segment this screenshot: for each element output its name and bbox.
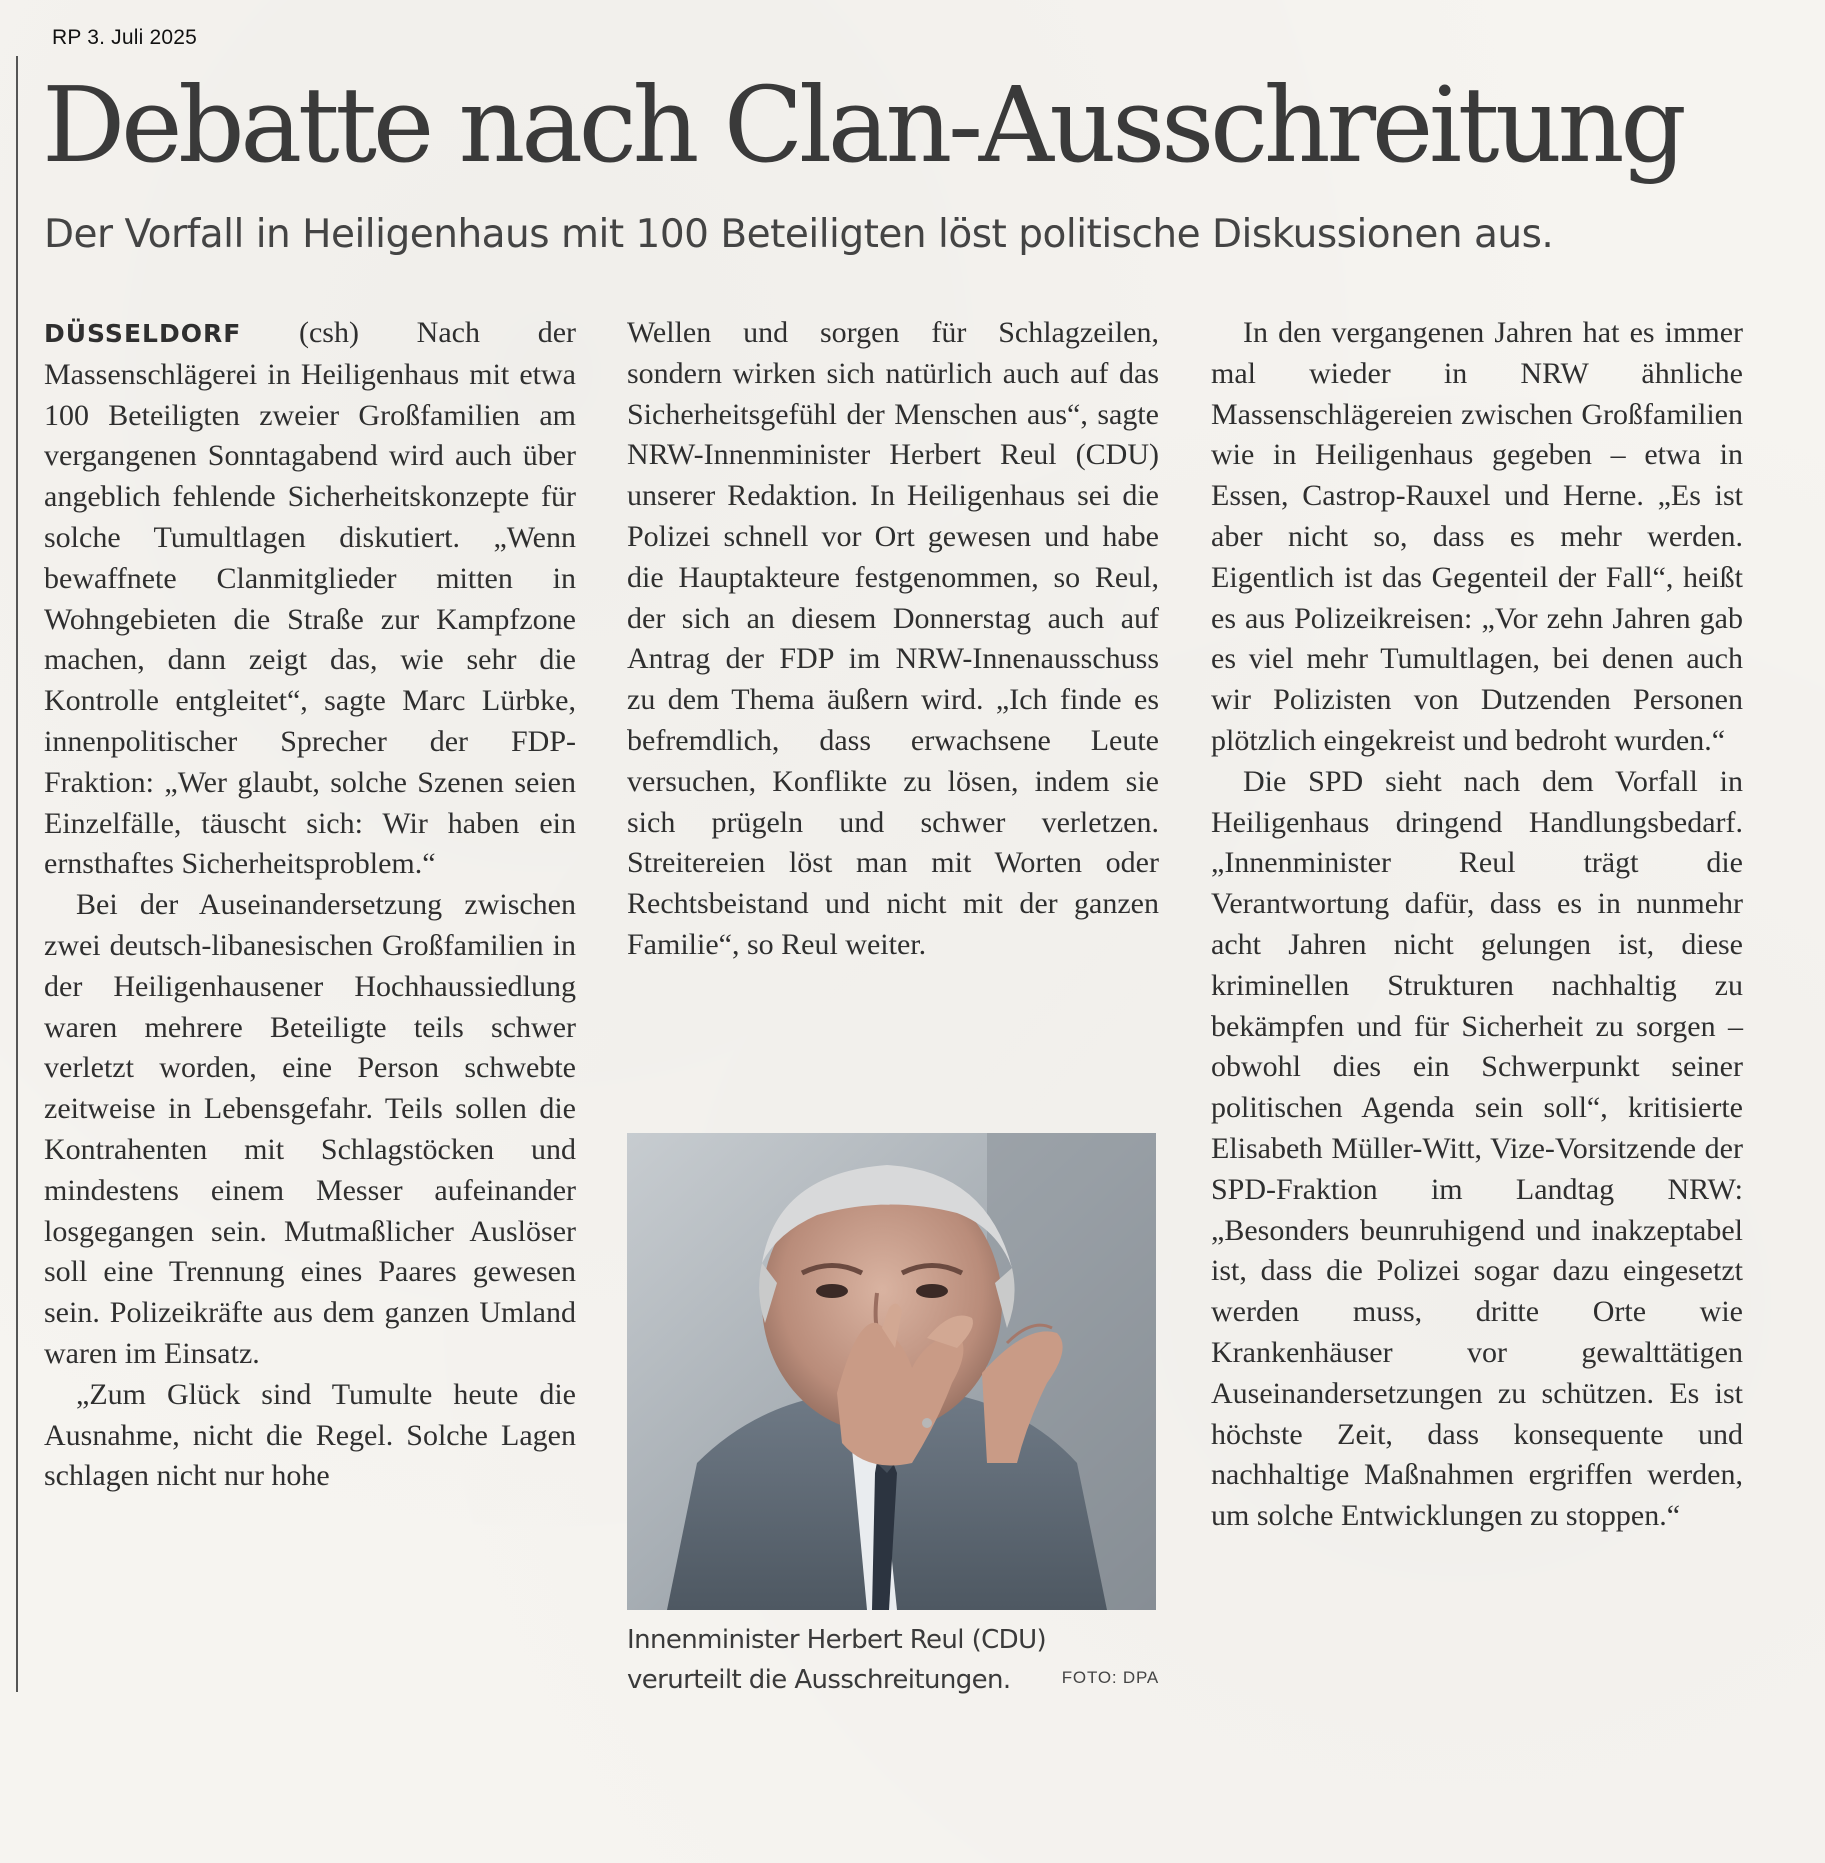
news-photo [627,1133,1156,1610]
headline: Debatte nach Clan-Ausschreitung [42,64,1683,186]
source-date-label: RP 3. Juli 2025 [52,26,198,49]
paragraph-text: (csh) Nach der Massenschlägerei in Heiligenhaus mit etwa 100 Beteiligten zweier Großfamilien am vergangenen Sonntagabend wird auch über angeblich fehlende Sicherheitskonzepte für solche Tumultlagen diskutiert. „Wenn bewaffnete Clanmitglieder mitten in Wohngebieten die Straße zur Kampfzone machen, dann zeigt das, wie sehr die Kontrolle entgleitet“, sagte Marc Lürbke, innenpolitischer Sprecher der FDP-Fraktion: „Wer glaubt, solche Szenen seien Einzelfälle, täuscht sich: Wir haben ein ernsthaftes Sicherheitsproblem.“ [44,316,576,881]
column-rule [16,56,18,1692]
portrait-photo [627,1133,1156,1610]
photo-credit: FOTO: DPA [1061,1668,1159,1687]
article-column-1 [44,313,576,1497]
caption-text: Innenminister Herbert Reul (CDU) verurteilt die Ausschreitungen. [627,1625,1047,1695]
article-column-3 [1211,313,1743,1537]
article-paragraph: Bei der Auseinandersetzung zwischen zwei deutsch-libanesischen Großfamilien in der Heiligenhausener Hochhaussiedlung waren mehrere Beteiligte teils schwer verletzt worden, eine Person schwebte zeitweise in Lebensgefahr. Teils sollen die Kontrahenten mit Schlagstöcken und mindestens einem Messer aufeinander losgegangen sein. Mutmaßlicher Auslöser soll eine Trennung eines Paares gewesen sein. Polizeikräfte aus dem ganzen Umland waren im Einsatz. [44,888,576,1370]
article-paragraph [44,313,576,885]
article-paragraph: Die SPD sieht nach dem Vorfall in Heiligenhaus dringend Handlungsbedarf. „Innenminister Reul trägt die Verantwortung dafür, dass es in nunmehr acht Jahren nicht gelungen ist, diese kriminellen Strukturen nachhaltig zu bekämpfen und für Sicherheit zu sorgen – obwohl dies ein Schwerpunkt seiner politischen Agenda sein soll“, kritisierte Elisabeth Müller-Witt, Vize-Vorsitzende der SPD-Fraktion im Landtag NRW: „Besonders beunruhigend und inakzeptabel ist, dass die Polizei sogar dazu eingesetzt werden muss, dritte Orte wie Krankenhäuser vor gewalttätigen Auseinandersetzungen zu schützen. Es ist höchste Zeit, dass konsequente und nachhaltige Maßnahmen ergriffen werden, um solche Entwicklungen zu stoppen.“ [1211,764,1743,1533]
article-paragraph: Wellen und sorgen für Schlagzeilen, sondern wirken sich natürlich auch auf das Sicherheitsgefühl der Menschen aus“, sagte NRW-Innenminister Herbert Reul (CDU) unserer Redaktion. In Heiligenhaus sei die Polizei schnell vor Ort gewesen und habe die Hauptakteure festgenommen, so Reul, der sich an diesem Donnerstag auch auf Antrag der FDP im NRW-Innenausschuss zu dem Thema äußern wird. „Ich finde es befremdlich, dass erwachsene Leute versuchen, Konflikte zu lösen, indem sie sich prügeln und schwer verletzen. Streitereien löst man mit Worten oder Rechtsbeistand und nicht mit der ganzen Familie“, so Reul weiter. [627,316,1159,961]
photo-caption [627,1620,1159,1700]
subheadline: Der Vorfall in Heiligenhaus mit 100 Beteiligten löst politische Diskussionen aus. [44,212,1554,257]
article-column-2 [627,313,1159,966]
article-paragraph: „Zum Glück sind Tumulte heute die Ausnahme, nicht die Regel. Solche Lagen schlagen nicht nur hohe [44,1377,576,1493]
dateline: DÜSSELDORF [44,319,242,348]
article-paragraph: In den vergangenen Jahren hat es immer mal wieder in NRW ähnliche Massenschlägereien zwischen Großfamilien wie in Heiligenhaus gegeben – etwa in Essen, Castrop-Rauxel und Herne. „Es ist aber nicht so, dass es mehr werden. Eigentlich ist das Gegenteil der Fall“, heißt es aus Polizeikreisen: „Vor zehn Jahren gab es viel mehr Tumultlagen, bei denen auch wir Polizisten von Dutzenden Personen plötzlich eingekreist und bedroht wurden.“ [1211,316,1743,757]
